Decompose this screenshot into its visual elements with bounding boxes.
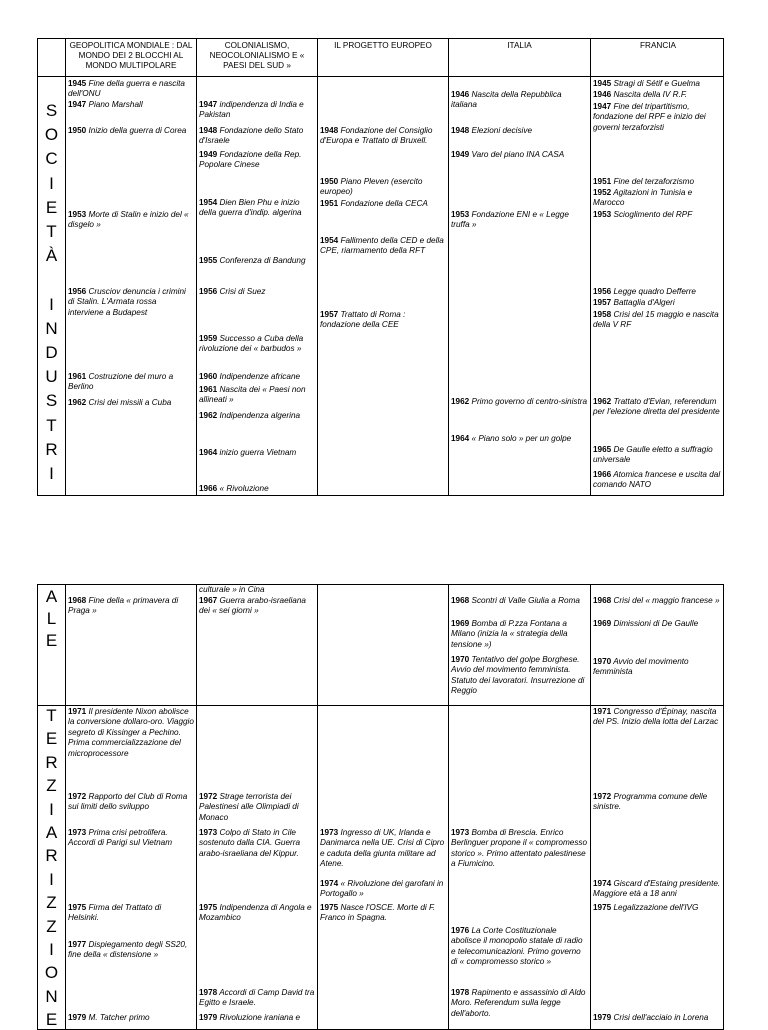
event-text: Scioglimento del RPF: [611, 210, 693, 219]
event-year: 1953: [451, 210, 470, 219]
colonialismo-continuation: culturale » in Cina: [199, 585, 265, 594]
section-letter: Z: [46, 893, 57, 913]
timeline-event: [593, 177, 723, 187]
event-year: 1977: [68, 940, 87, 949]
event-year: 1976: [451, 926, 470, 935]
timeline-event: [199, 334, 315, 355]
event-year: 1954: [320, 236, 339, 245]
section-letter: T: [46, 706, 57, 725]
event-year: 1972: [68, 792, 87, 801]
timeline-event: [68, 287, 194, 318]
event-text: « Piano solo » per un golpe: [469, 434, 572, 443]
event-year: 1972: [199, 792, 218, 801]
event-text: Nascita dei « Paesi non allineati »: [199, 385, 306, 405]
timeline-event: [199, 411, 315, 421]
event-year: 1968: [593, 596, 612, 605]
event-year: 1948: [320, 126, 339, 135]
timeline-event: [593, 310, 723, 331]
event-text: Congresso d'Épinay, nascita del PS. Inizio della lotta del Larzac: [593, 707, 719, 727]
event-text: indipendenza di India e Pakistan: [199, 100, 304, 120]
event-text: inizio guerra Vietnam: [217, 448, 297, 457]
event-year: 1957: [593, 298, 612, 307]
timeline-event: [593, 445, 723, 466]
timeline-event: [593, 397, 723, 418]
timeline-event: [593, 470, 723, 491]
header-italia: ITALIA: [507, 41, 532, 50]
timeline-event: [451, 126, 588, 136]
section-letter: I: [49, 294, 54, 314]
event-text: Crisi dei missili a Cuba: [86, 398, 172, 407]
timeline-event: [320, 903, 446, 924]
section-letter: À: [45, 246, 58, 266]
timeline-event: [593, 879, 723, 900]
section-letter: N: [45, 986, 58, 1006]
event-year: 1964: [199, 448, 218, 457]
event-text: Nascita della Repubblica italiana: [451, 90, 562, 110]
event-text: Crisi del 15 maggio e nascita della V RF: [593, 310, 719, 330]
event-text: Bomba di P.zza Fontana a Milano (inizia la « strategia della tensione »): [451, 619, 568, 649]
timeline-event: [320, 199, 446, 209]
event-text: Scontri di Valle Giulia a Roma: [469, 596, 580, 605]
timeline-event: [68, 707, 194, 759]
event-year: 1969: [593, 619, 612, 628]
event-year: 1973: [68, 828, 87, 837]
timeline-event: [320, 310, 446, 331]
timeline-event: [593, 792, 723, 813]
timeline-event: [199, 828, 315, 859]
event-text: Inizio della guerra di Corea: [86, 126, 187, 135]
event-year: 1953: [68, 210, 87, 219]
event-year: 1965: [593, 445, 612, 454]
timeline-event: [320, 126, 446, 147]
event-text: Fine della guerra e nascita dell'ONU: [68, 79, 185, 99]
timeline-event: [320, 828, 446, 870]
timeline-event: [199, 903, 315, 924]
timeline-event: [451, 655, 588, 697]
event-year: 1948: [199, 126, 218, 135]
event-text: Crisi di Suez: [217, 287, 266, 296]
header-geopolitica: GEOPOLITICA MONDIALE : DAL MONDO DEI 2 BLOCCHI AL MONDO MULTIPOLARE: [69, 41, 193, 70]
event-year: 1945: [68, 79, 87, 88]
event-year: 1951: [593, 177, 612, 186]
event-text: De Gaulle eletto a suffragio universale: [593, 445, 713, 465]
timeline-event: [199, 372, 315, 382]
event-text: Bomba di Brescia. Enrico Berlinguer propone il « compromesso storico ». Primo attentato palestinese a Fiumicino.: [451, 828, 588, 869]
event-text: Primo governo di centro-sinistra: [469, 397, 588, 406]
event-year: 1974: [593, 879, 612, 888]
event-year: 1979: [199, 1013, 218, 1022]
event-text: Fine del terzaforzismo: [611, 177, 695, 186]
section-letter: I: [49, 464, 54, 483]
section-letter: S: [45, 101, 58, 120]
event-text: Fondazione dello Stato d'Israele: [199, 126, 304, 146]
event-year: 1979: [68, 1013, 87, 1022]
event-year: 1979: [593, 1013, 612, 1022]
event-year: 1960: [199, 372, 218, 381]
event-text: Fallimento della CED e della CPE, riarmamento della RFT: [320, 236, 444, 256]
event-text: Firma del Trattato di Helsinki.: [68, 903, 162, 923]
timeline-event: [68, 210, 194, 231]
event-year: 1974: [320, 879, 339, 888]
event-text: Dien Bien Phu e inizio della guerra d'indip. algerina: [199, 198, 302, 218]
event-year: 1966: [199, 484, 218, 493]
event-year: 1957: [320, 310, 339, 319]
section-letter: U: [45, 367, 58, 387]
event-year: 1956: [593, 287, 612, 296]
section-letter: I: [49, 940, 54, 959]
event-year: 1970: [593, 657, 612, 666]
section-letter: Z: [46, 916, 57, 936]
section-letter: O: [44, 963, 59, 983]
timeline-event: [593, 298, 723, 308]
event-text: Rapporto del Club di Roma sui limiti dello sviluppo: [68, 792, 188, 812]
timeline-event: [199, 596, 315, 617]
section-letter: R: [45, 439, 58, 459]
section-letter: L: [46, 609, 57, 628]
event-year: 1973: [199, 828, 218, 837]
timeline-event: [451, 926, 588, 968]
section-letter: E: [45, 1010, 58, 1030]
timeline-event: [68, 828, 194, 849]
timeline-event: [320, 879, 446, 900]
event-text: Indipendenze africane: [217, 372, 301, 381]
section-letter: R: [45, 752, 58, 772]
event-year: 1975: [68, 903, 87, 912]
event-year: 1948: [451, 126, 470, 135]
event-year: 1973: [451, 828, 470, 837]
section-letter: D: [45, 343, 58, 362]
timeline-event: [593, 188, 723, 209]
timeline-event: [451, 434, 588, 444]
timeline-event: [451, 619, 588, 650]
event-text: Trattato d'Evian, referendum per l'elezione diretta del presidente: [593, 397, 720, 417]
event-year: 1949: [199, 150, 218, 159]
event-text: Guerra arabo-israeliana dei « sei giorni »: [199, 596, 306, 616]
event-text: Elezioni decisive: [469, 126, 533, 135]
timeline-event: [68, 100, 194, 110]
event-year: 1961: [68, 372, 87, 381]
event-text: Indipendenza algerina: [217, 411, 301, 420]
timeline-event: [593, 596, 723, 606]
event-text: Nasce l'OSCE. Morte di F. Franco in Spagna.: [320, 903, 436, 923]
event-text: Il presidente Nixon abolisce la conversione dollaro-oro. Viaggio segreto di Kissinger a Pechino. Prima commercializzazione del microprocessore: [68, 707, 194, 758]
event-year: 1953: [593, 210, 612, 219]
section-letter: R: [45, 846, 58, 866]
event-text: Nascita della IV R.F.: [611, 90, 688, 99]
section-letter: T: [46, 415, 57, 435]
timeline-table-1: [37, 38, 724, 496]
event-year: 1968: [451, 596, 470, 605]
timeline-event: [451, 150, 588, 160]
event-year: 1959: [199, 334, 218, 343]
event-text: Piano Marshall: [86, 100, 143, 109]
event-year: 1946: [451, 90, 470, 99]
event-text: Indipendenza di Angola e Mozambico: [199, 903, 312, 923]
event-year: 1947: [593, 102, 612, 111]
timeline-event: [451, 210, 588, 231]
timeline-event: [593, 1013, 723, 1023]
timeline-event: [593, 79, 723, 89]
timeline-event: [593, 903, 723, 913]
event-year: 1970: [451, 655, 470, 664]
timeline-event: [199, 100, 315, 121]
timeline-event: [320, 177, 446, 198]
event-year: 1962: [451, 397, 470, 406]
event-year: 1951: [320, 199, 339, 208]
timeline-event: [68, 596, 194, 617]
timeline-event: [451, 90, 588, 111]
event-text: Fondazione della Rep. Popolare Cinese: [199, 150, 302, 170]
event-text: Programma comune delle sinistre.: [593, 792, 708, 812]
timeline-event: [199, 385, 315, 406]
section-letter: A: [45, 587, 58, 606]
event-text: Battaglia d'Algeri: [611, 298, 675, 307]
event-text: Stragi di Sétif e Guelma: [611, 79, 700, 88]
timeline-event: [199, 198, 315, 219]
section-letter: I: [49, 869, 54, 889]
event-text: Fondazione del Consiglio d'Europa e Trattato di Bruxell.: [320, 126, 433, 146]
event-year: 1966: [593, 470, 612, 479]
event-text: Atomica francese e uscita dal comando NATO: [593, 470, 721, 490]
event-year: 1947: [68, 100, 87, 109]
event-year: 1967: [199, 596, 218, 605]
event-year: 1978: [451, 988, 470, 997]
event-text: Rivoluzione iraniana e: [217, 1013, 301, 1022]
event-text: Piano Pleven (esercito europeo): [320, 177, 423, 197]
timeline-event: [593, 657, 723, 678]
event-text: Successo a Cuba della rivoluzione dei « barbudos »: [199, 334, 304, 354]
section-letter: E: [45, 729, 58, 749]
event-year: 1962: [68, 398, 87, 407]
event-text: Ingresso di UK, Irlanda e Danimarca nella UE. Crisi di Cipro e caduta della giunta militare ad Atene.: [320, 828, 445, 869]
event-year: 1962: [199, 411, 218, 420]
event-year: 1956: [68, 287, 87, 296]
event-text: Costruzione del muro a Berlino: [68, 372, 174, 392]
event-year: 1962: [593, 397, 612, 406]
timeline-event: [320, 236, 446, 257]
event-year: 1950: [320, 177, 339, 186]
event-year: 1956: [199, 287, 218, 296]
event-year: 1955: [199, 256, 218, 265]
header-progetto-europeo: IL PROGETTO EUROPEO: [334, 41, 432, 50]
timeline-event: [68, 398, 194, 408]
event-text: La Corte Costituzionale abolisce il monopolio statale di radio e telecomunicazioni. Primo governo di « compromesso storico »: [451, 926, 583, 967]
event-text: « Rivoluzione: [217, 484, 269, 493]
event-year: 1949: [451, 150, 470, 159]
event-text: Strage terrorista dei Palestinesi alle Olimpiadi di Monaco: [199, 792, 299, 822]
event-text: Fine del tripartitismo, fondazione del RPF e inizio dei governi terzaforzisti: [593, 102, 706, 132]
event-text: Crisi del « maggio francese »: [611, 596, 720, 605]
timeline-event: [199, 484, 315, 494]
event-text: Fondazione della CECA: [338, 199, 428, 208]
timeline-event: [199, 150, 315, 171]
timeline-event: [68, 792, 194, 813]
section-letter: S: [45, 391, 58, 411]
event-text: Fondazione ENI e « Legge truffa »: [451, 210, 569, 230]
event-text: Agitazioni in Tunisia e Marocco: [593, 188, 693, 208]
event-year: 1971: [68, 707, 87, 716]
section-letter: I: [49, 173, 54, 193]
event-year: 1964: [451, 434, 470, 443]
event-year: 1975: [593, 903, 612, 912]
event-text: Trattato di Roma : fondazione della CEE: [320, 310, 406, 330]
event-text: Accordi di Camp David tra Egitto e Israele.: [199, 988, 315, 1008]
timeline-event: [68, 126, 194, 136]
event-year: 1968: [68, 596, 87, 605]
event-text: Colpo di Stato in Cile sostenuto dalla CIA. Guerra arabo-israeliana del Kippur.: [199, 828, 301, 858]
timeline-event: [199, 988, 315, 1009]
timeline-event: [593, 102, 723, 133]
event-year: 1954: [199, 198, 218, 207]
timeline-event: [451, 596, 588, 606]
event-year: 1952: [593, 188, 612, 197]
event-year: 1946: [593, 90, 612, 99]
event-text: Rapimento e assassinio di Aldo Moro. Referendum sulla legge dell'aborto.: [451, 988, 586, 1018]
event-year: 1969: [451, 619, 470, 628]
section-letter: E: [45, 197, 58, 217]
event-text: Tentativo del golpe Borghese. Avvio del movimento femminista. Statuto dei lavoratori. Insurrezione di Reggio: [451, 655, 585, 696]
event-year: 1975: [199, 903, 218, 912]
timeline-event: [199, 448, 315, 458]
event-text: Prima crisi petrolifera. Accordi di Parigi sul Vietnam: [68, 828, 173, 848]
event-year: 1975: [320, 903, 339, 912]
event-year: 1972: [593, 792, 612, 801]
timeline-event: [68, 903, 194, 924]
timeline-event: [451, 397, 588, 407]
timeline-event: [593, 619, 723, 629]
event-text: Crisi dell'acciaio in Lorena: [611, 1013, 709, 1022]
event-text: Avvio del movimento femminista: [593, 657, 689, 677]
event-year: 1958: [593, 310, 612, 319]
timeline-event: [68, 372, 194, 393]
section-letter: O: [44, 125, 59, 145]
timeline-event: [593, 210, 723, 220]
timeline-event: [593, 90, 723, 100]
section-letter: T: [46, 222, 57, 241]
event-year: 1973: [320, 828, 339, 837]
event-year: 1947: [199, 100, 218, 109]
event-text: Dispiegamento degli SS20, fine della « distensione »: [68, 940, 188, 960]
timeline-event: [199, 256, 315, 266]
timeline-event: [199, 792, 315, 823]
event-text: Legge quadro Defferre: [611, 287, 696, 296]
event-text: Fine della « primavera di Praga »: [68, 596, 179, 616]
timeline-event: [199, 287, 315, 297]
event-year: 1978: [199, 988, 218, 997]
event-text: Giscard d'Estaing presidente. Maggiore età a 18 anni: [593, 879, 721, 899]
header-colonialismo: COLONIALISMO, NEOCOLONIALISMO E « PAESI DEL SUD »: [209, 41, 305, 70]
event-text: Crusciov denuncia i crimini di Stalin. L'Armata rossa interviene a Budapest: [68, 287, 186, 317]
section-letter: N: [45, 318, 58, 338]
timeline-event: [451, 828, 588, 870]
event-text: Dimissioni di De Gaulle: [611, 619, 699, 628]
section-letter: E: [45, 631, 58, 650]
timeline-event: [199, 1013, 315, 1023]
event-year: 1961: [199, 385, 218, 394]
section-letter: A: [45, 823, 58, 842]
section-letter: C: [45, 149, 58, 169]
section-letter: Z: [46, 776, 57, 796]
header-francia: FRANCIA: [640, 41, 676, 50]
timeline-event: [199, 126, 315, 147]
section-letter: I: [49, 799, 54, 819]
timeline-event: [68, 79, 194, 100]
event-text: « Rivoluzione dei garofani in Portogallo »: [320, 879, 444, 899]
event-text: M. Tatcher primo: [86, 1013, 150, 1022]
timeline-event: [451, 988, 588, 1019]
timeline-table-2: [37, 584, 724, 1030]
timeline-event: [68, 940, 194, 961]
event-text: Varo del piano INA CASA: [469, 150, 565, 159]
event-text: Conferenza di Bandung: [217, 256, 306, 265]
event-year: 1945: [593, 79, 612, 88]
timeline-event: [593, 707, 723, 728]
event-text: Legalizzazione dell'IVG: [611, 903, 699, 912]
event-year: 1971: [593, 707, 612, 716]
timeline-event: [593, 287, 723, 297]
event-text: Morte di Stalin e inizio del « disgelo »: [68, 210, 189, 230]
event-year: 1950: [68, 126, 87, 135]
timeline-event: [68, 1013, 194, 1023]
